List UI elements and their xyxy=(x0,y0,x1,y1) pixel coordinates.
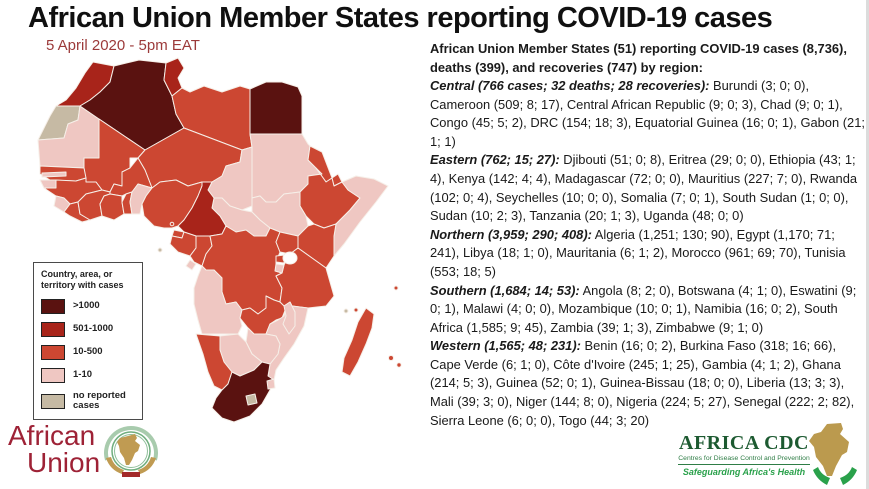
region-body-western: Benin (16; 0; 2), Burkina Faso (318; 16; 66), Cape Verde (6; 1; 0), Côte d'Ivoire (245; 1; 25), Gambia (4; 1; 2), Ghana (214; 5; 3), Guinea (52; 0; 1), Guinea-Bissau (18; 0; 0), Liberia (13; 3; 3), Mali (39; 3; 0), Niger (144; 8; 0), Nigeria (224; 5; 27), Senegal (222; 2; 82), Sierra Leone (6; 0; 0), Togo (44; 3; 20) xyxy=(430,338,855,428)
lake-victoria xyxy=(283,252,297,264)
region-body-central: Burundi (3; 0; 0), Cameroon (509; 8; 17), Central African Republic (9; 0; 3), Chad (9; 0; 1), Congo (45; 5; 2), DRC (154; 18; 3), Equatorial Guinea (16; 0; 1), Gabon (21; 1; 1) xyxy=(430,78,865,149)
legend-swatch-no-cases xyxy=(41,394,65,409)
region-paragraph-southern xyxy=(430,282,867,338)
country-egypt xyxy=(250,82,302,134)
country-ghana xyxy=(100,194,124,220)
cdc-right-hand-icon xyxy=(840,467,857,485)
legend-row xyxy=(41,368,135,383)
country-comoros xyxy=(344,309,348,313)
map-legend xyxy=(33,262,143,420)
country-guinea-bissau xyxy=(40,180,56,188)
date-label: 5 April 2020 - 5pm EAT xyxy=(46,37,200,54)
legend-swatch-501-1000 xyxy=(41,322,65,337)
region-body-eastern: Djibouti (51; 0; 8), Eritrea (29; 0; 0), Ethiopia (43; 1; 4), Kenya (142; 4; 4), Madagascar (72; 0; 0), Mauritius (227; 7; 0), Rwanda (102; 0; 4), Seychelles (10; 0; 0), Somalia (7; 0; 1), South Sudan (1; 0; 0), Sudan (10; 2; 3), Tanzania (20; 1; 3), Uganda (48; 0; 0) xyxy=(430,152,858,224)
region-body-southern: Angola (8; 2; 0), Botswana (4; 1; 0), Eswatini (9; 0; 1), Malawi (4; 0; 0), Mozambique (10; 0; 1), Namibia (16; 0; 2), South Africa (1,585; 9; 45), Zambia (39; 1; 3), Zimbabwe (9; 1; 0) xyxy=(430,282,857,335)
country-madagascar xyxy=(342,308,374,376)
country-seychelles xyxy=(394,286,398,290)
country-gambia xyxy=(42,172,66,177)
region-paragraph-northern xyxy=(430,226,867,282)
au-emblem-icon xyxy=(104,424,158,480)
legend-row xyxy=(41,345,135,360)
africa-cdc-logo xyxy=(678,422,866,488)
legend-label: no reported cases xyxy=(73,389,126,412)
legend-label: 501-1000 xyxy=(73,322,114,334)
region-head-eastern: Eastern (762; 15; 27): xyxy=(430,152,560,168)
cdc-subtitle: Centres for Disease Control and Prevention xyxy=(678,455,810,465)
cdc-tagline: Safeguarding Africa's Health xyxy=(682,466,806,477)
region-head-southern: Southern (1,684; 14; 53): xyxy=(430,282,580,298)
cdc-africa-graphic-icon xyxy=(804,422,866,488)
region-head-western: Western (1,565; 48; 231): xyxy=(430,338,581,354)
legend-row xyxy=(41,391,135,412)
region-body-northern: Algeria (1,251; 130; 90), Egypt (1,170; 71; 241), Libya (18; 1; 0), Mauritania (6; 1; 2), Morocco (961; 69; 70), Tunisia (553; 18; 5) xyxy=(430,226,846,279)
au-red-banner xyxy=(122,472,140,477)
country-burundi xyxy=(275,264,284,273)
region-head-northern: Northern (3,959; 290; 408): xyxy=(430,226,592,242)
country-sao-tome xyxy=(158,248,162,252)
region-paragraph-central xyxy=(430,77,867,151)
cdc-title: AFRICA CDC xyxy=(679,432,809,454)
country-mauritius xyxy=(389,356,394,361)
island-mayotte xyxy=(354,308,358,312)
au-wordmark-line2: Union xyxy=(27,446,101,478)
legend-row xyxy=(41,322,135,337)
report-text-block xyxy=(430,40,867,430)
cdc-text-block xyxy=(678,433,810,477)
legend-swatch-10-500 xyxy=(41,345,65,360)
country-eswatini xyxy=(267,379,275,389)
cdc-africa-gold-icon xyxy=(809,423,849,476)
legend-title: Country, area, or territory with cases xyxy=(41,269,124,290)
country-bioko-island xyxy=(170,222,174,226)
region-head-central: Central (766 cases; 32 deaths; 28 recoveries): xyxy=(430,78,710,94)
legend-row xyxy=(41,299,135,314)
legend-label: 1-10 xyxy=(73,368,93,380)
au-wordmark xyxy=(8,420,101,478)
african-union-logo xyxy=(8,420,158,480)
country-lesotho xyxy=(246,394,257,405)
report-intro xyxy=(430,40,867,77)
legend-swatch-gt1000 xyxy=(41,299,65,314)
region-paragraph-western xyxy=(430,337,867,430)
report-intro-text: African Union Member States (51) reporting COVID-19 cases (8,736), deaths (399), and recoveries (747) by region: xyxy=(430,41,847,75)
region-paragraph-eastern xyxy=(430,151,867,225)
legend-label: >1000 xyxy=(73,299,100,311)
au-wordmark-line1: African xyxy=(8,420,96,451)
legend-swatch-1-10 xyxy=(41,368,65,383)
legend-label: 10-500 xyxy=(73,345,103,357)
island-dot-southeast xyxy=(397,363,401,367)
page-title: African Union Member States reporting COVID-19 cases xyxy=(28,2,773,34)
